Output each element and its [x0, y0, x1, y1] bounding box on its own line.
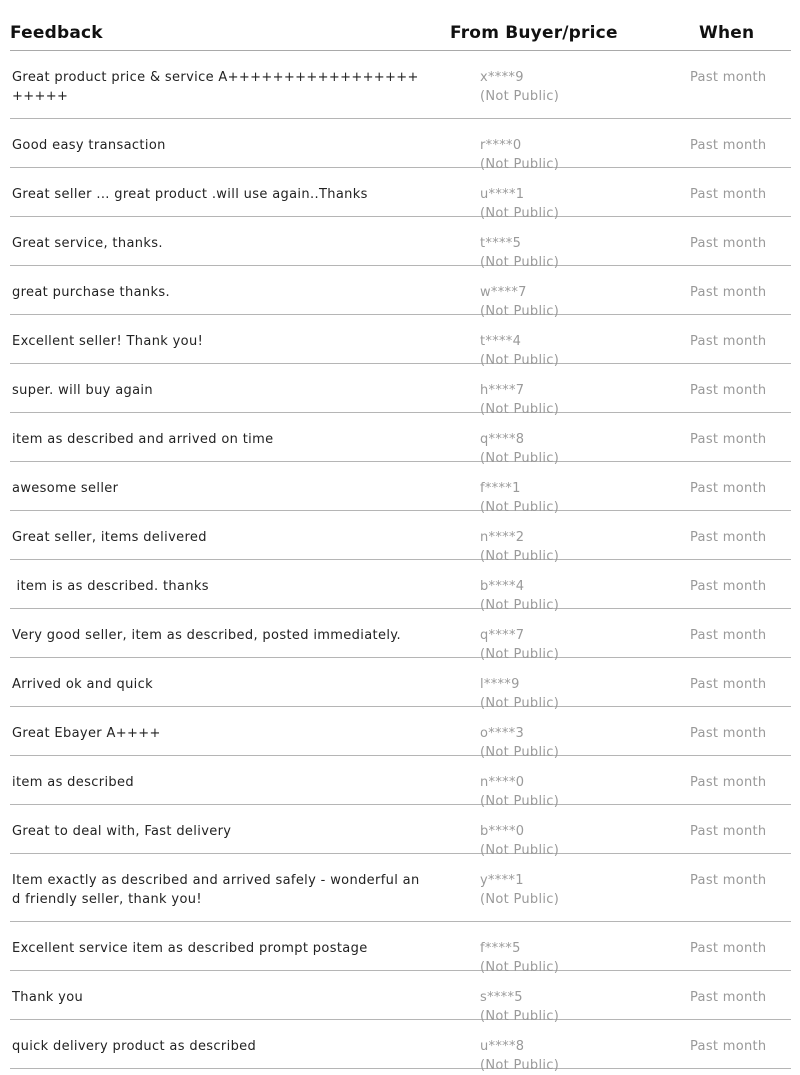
table-row [10, 413, 791, 466]
table-row [10, 707, 791, 760]
feedback-text: Great seller, items delivered [12, 530, 207, 545]
buyer-id: u****1 [480, 187, 525, 202]
buyer-id: x****9 [480, 70, 524, 85]
buyer-visibility: (Not Public) [480, 89, 560, 104]
buyer-visibility: (Not Public) [480, 353, 560, 368]
when-cell: Past month [690, 432, 767, 447]
feedback-text: super. will buy again [12, 383, 153, 398]
feedback-text: great purchase thanks. [12, 285, 170, 300]
table-row [10, 462, 791, 515]
buyer-id: y****1 [480, 873, 524, 888]
buyer-visibility: (Not Public) [480, 206, 560, 221]
feedback-text: Great seller ... great product .will use again..Thanks [12, 187, 368, 202]
when-cell: Past month [690, 726, 767, 741]
when-cell: Past month [690, 824, 767, 839]
buyer-id: f****5 [480, 941, 521, 956]
when-cell: Past month [690, 628, 767, 643]
when-cell: Past month [690, 530, 767, 545]
buyer-id: q****7 [480, 628, 525, 643]
buyer-visibility: (Not Public) [480, 843, 560, 858]
feedback-text: Excellent seller! Thank you! [12, 334, 204, 349]
buyer-visibility: (Not Public) [480, 745, 560, 760]
table-row [10, 168, 791, 221]
table-row [10, 364, 791, 417]
buyer-id: s****5 [480, 990, 523, 1005]
when-cell: Past month [690, 677, 767, 692]
table-row [10, 1020, 791, 1073]
table-row [10, 217, 791, 270]
buyer-visibility: (Not Public) [480, 1009, 560, 1024]
feedback-text: item as described and arrived on time [12, 432, 274, 447]
buyer-visibility: (Not Public) [480, 451, 560, 466]
buyer-id: h****7 [480, 383, 525, 398]
buyer-id: w****7 [480, 285, 527, 300]
feedback-text: Arrived ok and quick [12, 677, 154, 692]
feedback-text: Excellent service item as described prompt postage [12, 941, 368, 956]
feedback-text: item is as described. thanks [12, 579, 209, 594]
when-cell: Past month [690, 990, 767, 1005]
when-cell: Past month [690, 775, 767, 790]
buyer-visibility: (Not Public) [480, 647, 560, 662]
buyer-visibility: (Not Public) [480, 892, 560, 907]
feedback-text: Thank you [12, 990, 84, 1005]
buyer-id: f****1 [480, 481, 521, 496]
buyer-visibility: (Not Public) [480, 696, 560, 711]
table-row [10, 266, 791, 319]
feedback-text: quick delivery product as described [12, 1039, 257, 1054]
when-cell: Past month [690, 481, 767, 496]
buyer-visibility: (Not Public) [480, 960, 560, 975]
when-cell: Past month [690, 941, 767, 956]
when-cell: Past month [690, 138, 767, 153]
buyer-visibility: (Not Public) [480, 304, 560, 319]
table-row [10, 756, 791, 809]
when-cell: Past month [690, 334, 767, 349]
buyer-visibility: (Not Public) [480, 255, 560, 270]
when-cell: Past month [690, 236, 767, 251]
buyer-id: b****0 [480, 824, 525, 839]
header-when: When [699, 23, 755, 43]
feedback-text: Item exactly as described and arrived safely - wonderful and friendly seller, thank you! [12, 873, 420, 907]
when-cell: Past month [690, 70, 767, 85]
when-cell: Past month [690, 187, 767, 202]
feedback-table [10, 0, 791, 1073]
buyer-id: r****0 [480, 138, 522, 153]
feedback-text: Great Ebayer A++++ [12, 726, 161, 741]
when-cell: Past month [690, 285, 767, 300]
buyer-id: l****9 [480, 677, 520, 692]
buyer-id: n****2 [480, 530, 525, 545]
buyer-id: n****0 [480, 775, 525, 790]
feedback-text: item as described [12, 775, 134, 790]
buyer-visibility: (Not Public) [480, 1058, 560, 1073]
table-row [10, 560, 791, 613]
when-cell: Past month [690, 1039, 767, 1054]
buyer-visibility: (Not Public) [480, 500, 560, 515]
when-cell: Past month [690, 579, 767, 594]
table-row [10, 971, 791, 1024]
table-row [10, 511, 791, 564]
table-row [10, 658, 791, 711]
feedback-text: Good easy transaction [12, 138, 166, 153]
feedback-text: Very good seller, item as described, posted immediately. [12, 628, 401, 643]
buyer-cell [480, 68, 559, 106]
buyer-id: o****3 [480, 726, 525, 741]
buyer-id: u****8 [480, 1039, 525, 1054]
buyer-cell [480, 871, 559, 909]
table-row [10, 51, 791, 119]
feedback-text: Great to deal with, Fast delivery [12, 824, 232, 839]
table-row [10, 854, 791, 922]
buyer-visibility: (Not Public) [480, 598, 560, 613]
buyer-id: b****4 [480, 579, 525, 594]
buyer-id: t****4 [480, 334, 522, 349]
table-row [10, 119, 791, 172]
when-cell: Past month [690, 873, 767, 888]
buyer-cell [480, 1037, 559, 1075]
table-header [10, 0, 791, 51]
buyer-visibility: (Not Public) [480, 402, 560, 417]
buyer-id: q****8 [480, 432, 525, 447]
table-row [10, 609, 791, 662]
buyer-visibility: (Not Public) [480, 794, 560, 809]
when-cell: Past month [690, 383, 767, 398]
buyer-visibility: (Not Public) [480, 549, 560, 564]
table-row [10, 805, 791, 858]
feedback-text: Great product price & service A++++++++++++++++++++++ [12, 70, 419, 104]
feedback-text: awesome seller [12, 481, 119, 496]
table-row [10, 315, 791, 368]
feedback-text: Great service, thanks. [12, 236, 163, 251]
header-feedback: Feedback [10, 23, 103, 43]
header-buyer-price: From Buyer/price [450, 23, 618, 43]
table-row [10, 922, 791, 975]
buyer-id: t****5 [480, 236, 522, 251]
buyer-visibility: (Not Public) [480, 157, 560, 172]
